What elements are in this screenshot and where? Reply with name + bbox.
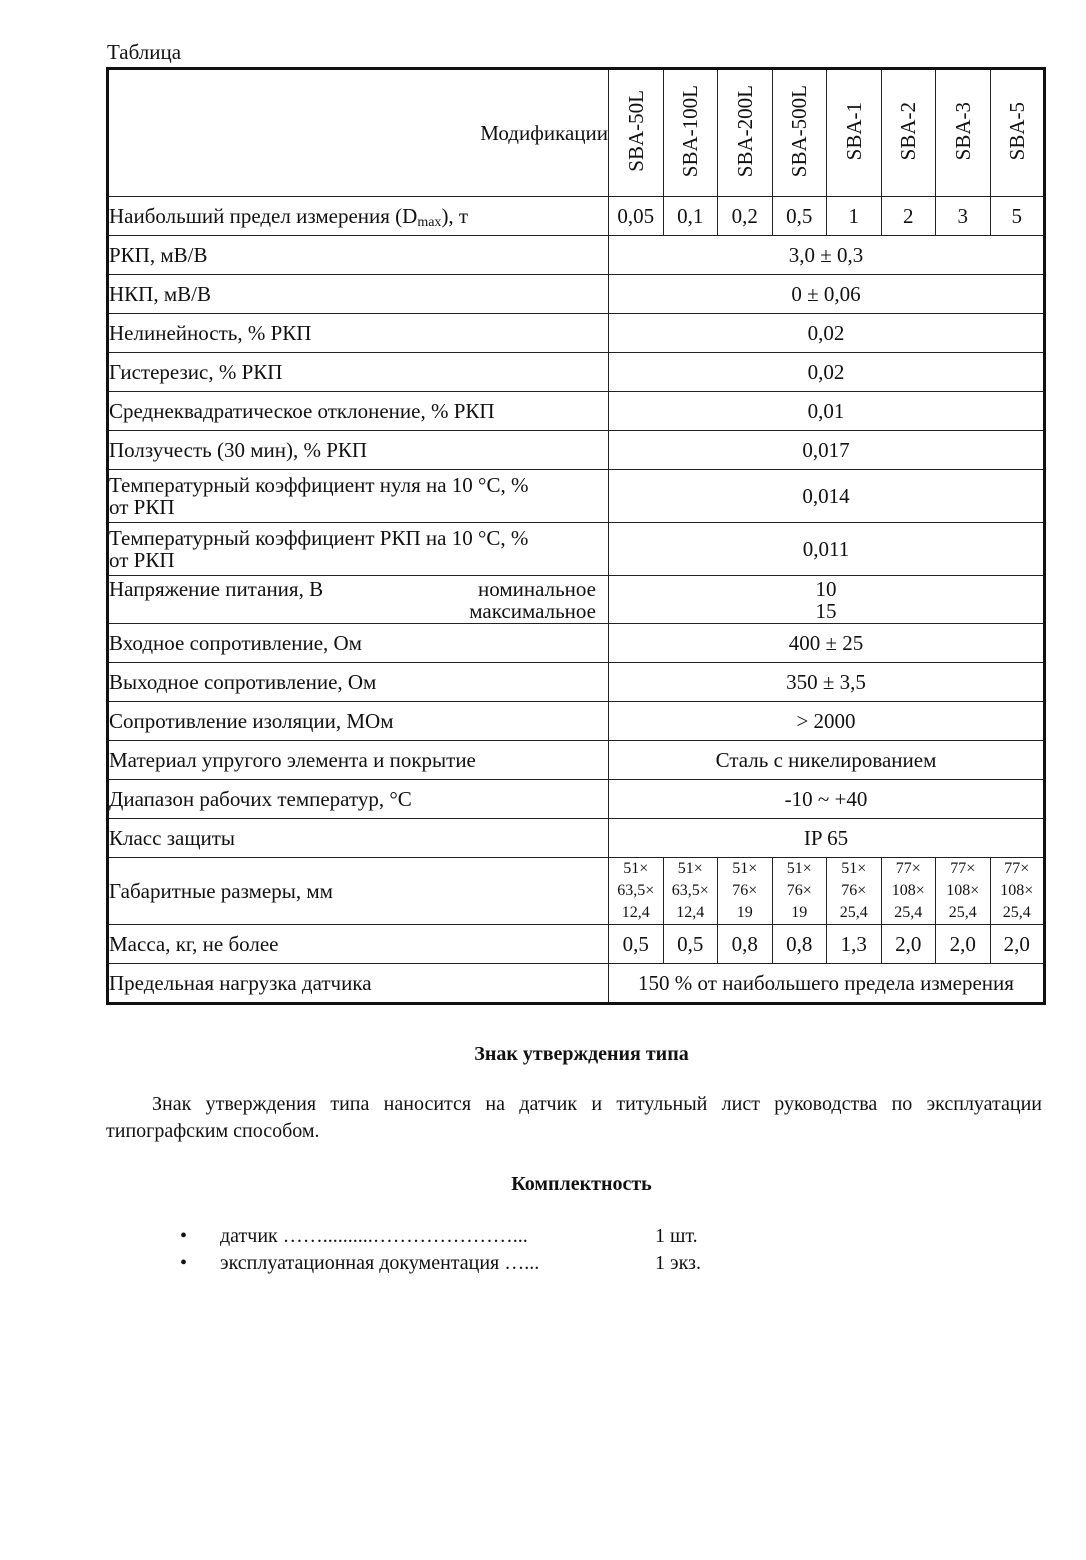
table-row [108,314,1045,353]
row-label: Нелинейность, % РКП [108,314,609,353]
dimension-cell: 77× 108× 25,4 [881,858,936,925]
row-label: Среднеквадратическое отклонение, % РКП [108,392,609,431]
row-label: Входное сопротивление, Ом [108,624,609,663]
row-label: Наибольший предел измерения $(D_{max})$, т [108,197,609,236]
cell-value: 2 [881,197,936,236]
table-row [108,819,1045,858]
cell-value: 3,0 ± 0,3 [609,236,1045,275]
dimension-cell: 51× 76× 25,4 [827,858,882,925]
table-row [108,197,1045,236]
item-quantity: 1 шт. [655,1225,698,1247]
cell-value: 0,2 [718,197,773,236]
completeness-section-title: Комплектность [511,1173,652,1195]
row-label: НКП, мВ/В [108,275,609,314]
cell-value: -10 ~ +40 [609,780,1045,819]
item-quantity: 1 экз. [655,1252,701,1274]
cell-value: 2,0 [881,925,936,964]
bullet-icon: • [180,1252,188,1274]
item-text: датчик ……..........…………………... [220,1225,528,1247]
completeness-list [180,1223,701,1277]
cell-value: 0,8 [718,925,773,964]
table-row [108,741,1045,780]
model-header: SBA-2 [881,69,936,197]
dimension-cell: 77× 108× 25,4 [936,858,991,925]
cell-value: 1 [827,197,882,236]
table-row [108,236,1045,275]
row-label: Выходное сопротивление, Ом [108,663,609,702]
cell-value: 0,5 [609,925,664,964]
model-header: SBA-100L [663,69,718,197]
cell-value: 0,01 [609,392,1045,431]
cell-value: 0,02 [609,314,1045,353]
table-row [108,353,1045,392]
table-row [108,470,1045,523]
row-label: Температурный коэффициент РКП на 10 °С, % от РКП [108,523,609,576]
model-header: SBA-50L [609,69,664,197]
row-label: Предельная нагрузка датчика [108,964,609,1004]
model-header: SBA-200L [718,69,773,197]
table-row [108,431,1045,470]
dimension-cell: 51× 63,5× 12,4 [609,858,664,925]
table-row [108,275,1045,314]
table-row [108,780,1045,819]
cell-value: 2,0 [990,925,1045,964]
row-label: Сопротивление изоляции, МОм [108,702,609,741]
dimension-cell: 77× 108× 25,4 [990,858,1045,925]
list-item [180,1223,701,1250]
model-header: SBA-3 [936,69,991,197]
table-row [108,964,1045,1004]
approval-section-text: Знак утверждения типа наносится на датчик и титульный лист руководства по эксплуатации типографским способом. [106,1093,1042,1142]
cell-value: IP 65 [609,819,1045,858]
cell-value: 0,05 [609,197,664,236]
row-label: Диапазон рабочих температур, °С [108,780,609,819]
model-header: SBA-5 [990,69,1045,197]
row-label: Масса, кг, не более [108,925,609,964]
table-row [108,702,1045,741]
approval-section-title: Знак утверждения типа [474,1043,689,1065]
table-caption: Таблица [107,40,182,64]
modifications-header: Модификации [108,69,609,197]
cell-value: 5 [990,197,1045,236]
table-row [108,925,1045,964]
table-row [108,523,1045,576]
cell-value: 0,1 [663,197,718,236]
cell-value: 400 ± 25 [609,624,1045,663]
model-header: SBA-500L [772,69,827,197]
row-label: Габаритные размеры, мм [108,858,609,925]
table-header-row [108,69,1045,197]
cell-value: 0,5 [663,925,718,964]
supply-voltage-label: Напряжение питания, В [109,576,324,601]
dimension-cell: 51× 63,5× 12,4 [663,858,718,925]
cell-value: 0,014 [609,470,1045,523]
row-label: Материал упругого элемента и покрытие [108,741,609,780]
item-text: эксплуатационная документация …... [220,1252,540,1274]
table-row [108,624,1045,663]
row-label: Гистерезис, % РКП [108,353,609,392]
cell-value: 0,02 [609,353,1045,392]
nominal-label: номинальное [478,576,596,601]
bullet-icon: • [180,1225,188,1247]
cell-value: 0,8 [772,925,827,964]
row-label: Класс защиты [108,819,609,858]
row-label: Ползучесть (30 мин), % РКП [108,431,609,470]
dimension-cell: 51× 76× 19 [772,858,827,925]
cell-value: 0,011 [609,523,1045,576]
row-label: РКП, мВ/В [108,236,609,275]
model-header: SBA-1 [827,69,882,197]
table-row [108,392,1045,431]
cell-value: 0,5 [772,197,827,236]
maximum-label: максимальное [469,598,596,623]
cell-value: 150 % от наибольшего предела измерения [609,964,1045,1004]
specifications-table [106,67,1046,1005]
table-row [108,663,1045,702]
list-item [180,1250,701,1277]
dimension-cell: 51× 76× 19 [718,858,773,925]
cell-value: 1,3 [827,925,882,964]
cell-value: > 2000 [609,702,1045,741]
cell-value: 0 ± 0,06 [609,275,1045,314]
table-row [108,858,1045,925]
cell-value: Сталь с никелированием [609,741,1045,780]
cell-value: 3 [936,197,991,236]
cell-value: 350 ± 3,5 [609,663,1045,702]
cell-value: 0,017 [609,431,1045,470]
cell-value: 10 15 [609,576,1045,624]
table-row [108,576,1045,624]
row-label: Температурный коэффициент нуля на 10 °С, % от РКП [108,470,609,523]
cell-value: 2,0 [936,925,991,964]
row-label [108,576,609,624]
